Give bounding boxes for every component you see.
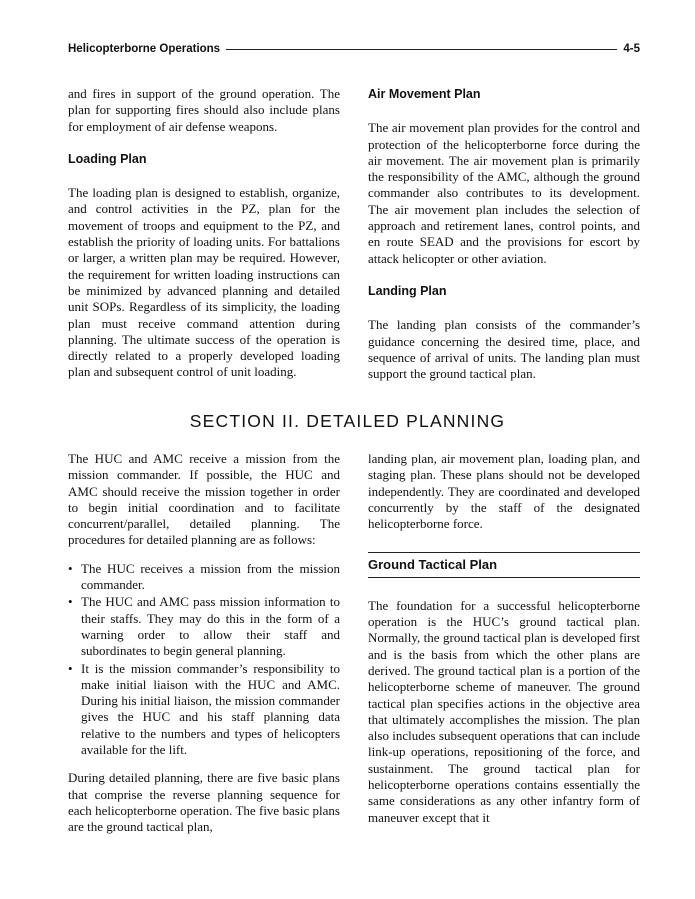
- continuation-paragraph: landing plan, air movement plan, loading plan, and staging plan. These plans should not be developed independently. They are coordinated and developed concurrently by the staff of the designated helicopterborne force.: [368, 451, 640, 532]
- header-rule: [226, 49, 617, 50]
- landing-plan-paragraph: The landing plan consists of the commander’s guidance concerning the desired time, place, and sequence of arrival of units. The landing plan must support the ground tactical plan.: [368, 317, 640, 382]
- bottom-right-column: [368, 451, 640, 838]
- page-number: 4-5: [623, 43, 640, 55]
- running-header: [68, 42, 640, 56]
- ground-tactical-plan-heading: Ground Tactical Plan: [368, 552, 640, 577]
- loading-plan-heading: Loading Plan: [68, 151, 147, 166]
- header-title: Helicopterborne Operations: [68, 43, 221, 55]
- air-movement-plan-heading: Air Movement Plan: [368, 87, 481, 101]
- bottom-left-column: [68, 451, 340, 848]
- procedure-list: [68, 561, 340, 759]
- fires-paragraph: and fires in support of the ground operation. The plan for supporting fires should also include plans for employment of air defense weapons.: [68, 86, 340, 134]
- loading-plan-paragraph: The loading plan is designed to establish, organize, and control activities in the PZ, plan for the movement of troops and equipment to the PZ, and establish the priority of loading units. For battalions or larger, a written plan may be required. However, the requirement for written loading instructions can be minimized by advanced planning and detailed unit SOPs. Regardless of its simplicity, the loading plan must receive command attention during planning. The ultimate success of the operation is directly related to a properly developed loading plan and subsequent control of unit loading.: [68, 185, 340, 380]
- list-item: • It is the mission commander’s responsibility to make initial liaison with the HUC and AMC. During his initial liaison, the mission commander gives the HUC and his staff planning data relative to the numbers and types of helicopters available for the lift.: [68, 661, 340, 759]
- ground-tactical-plan-paragraph: The foundation for a successful helicopterborne operation is the HUC’s ground tactical plan. Normally, the ground tactical plan is developed first and is the basis from which the other plans are derived. The ground tactical plan is a portion of the helicopterborne scheme of maneuver. The ground tactical plan specifies actions in the objective area that ultimately accomplishes the mission. The plan also includes subsequent operations that can include link-up operations, repositioning of the force, and sustainment. The ground tactical plan for helicopterborne operations contains essentially the same considerations as any other infantry form of maneuver except that it: [368, 597, 640, 825]
- mission-paragraph: The HUC and AMC receive a mission from the mission commander. If possible, the HUC and AMC should receive the mission together in order to begin initial coordination and to facilitate concurrent/parallel, detailed planning. The procedures for detailed planning are as follows:: [68, 451, 340, 548]
- air-movement-plan-paragraph: The air movement plan provides for the control and protection of the helicopterborne force during the air movement. The air movement plan is primarily the responsibility of the AMC, although the ground commander also contributes to its development. The air movement plan includes the selection of approach and retirement lanes, control points, and en route SEAD and the provisions for escort by attack helicopter or other aviation.: [368, 120, 640, 266]
- landing-plan-heading: Landing Plan: [368, 283, 447, 298]
- section-title: SECTION II. DETAILED PLANNING: [189, 411, 506, 431]
- list-item: • The HUC and AMC pass mission information to their staffs. They may do this in the form of a warning order to allow their staff and subordinates to begin general planning.: [68, 594, 340, 659]
- top-left-column: [68, 86, 340, 393]
- basic-plans-paragraph: During detailed planning, there are five basic plans that comprise the reverse planning sequence for each helicopterborne operation. The five basic plans are the ground tactical plan,: [68, 770, 340, 835]
- top-right-column: [368, 86, 640, 394]
- list-item: • The HUC receives a mission from the mission commander.: [68, 561, 340, 594]
